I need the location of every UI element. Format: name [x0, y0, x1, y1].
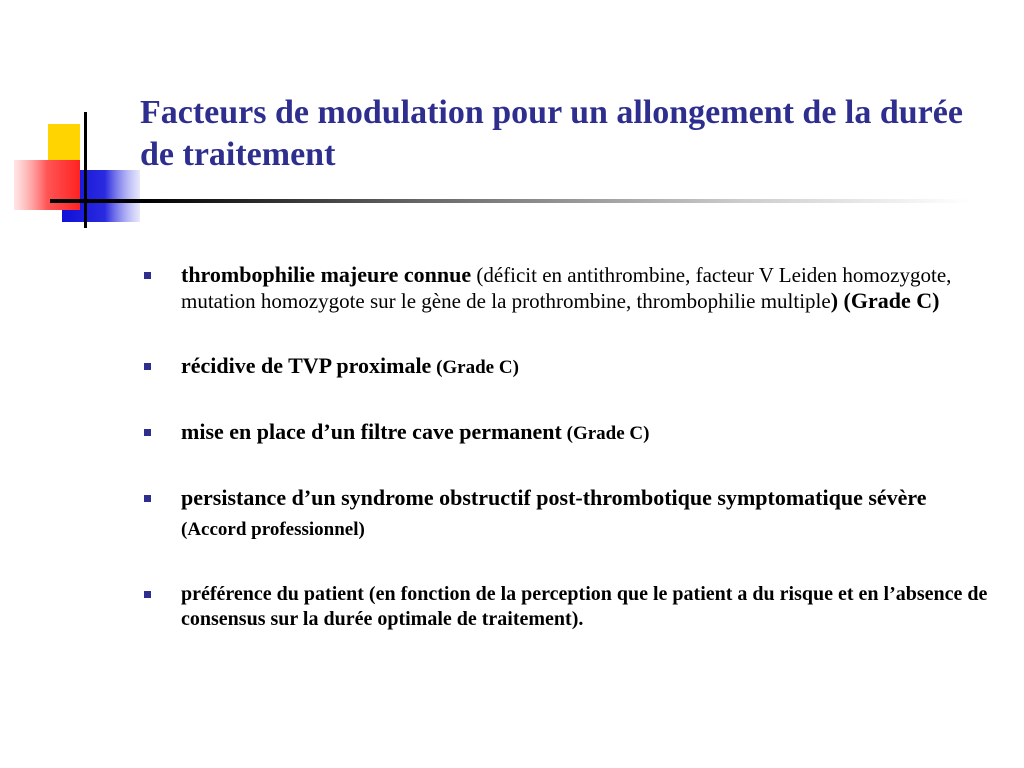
bullet-list: [140, 262, 990, 632]
bullet-close-paren: ): [830, 288, 839, 313]
list-item: [140, 582, 990, 632]
title-divider: [50, 199, 970, 203]
bullet-icon: [144, 591, 151, 598]
bullet-main-text: thrombophilie majeure connue: [181, 262, 472, 287]
grade-label: (Grade C): [561, 423, 650, 444]
list-item: [140, 484, 990, 544]
vertical-line: [84, 112, 87, 228]
bullet-icon: [144, 363, 151, 370]
page-title: Facteurs de modulation pour un allongement de la durée de traitement: [140, 94, 963, 173]
corner-decoration: [0, 0, 140, 240]
grade-label: (Grade C): [838, 288, 940, 313]
bullet-main-text: récidive de TVP proximale: [181, 353, 432, 378]
bullet-main-text: mise en place d’un filtre cave permanent: [181, 419, 562, 444]
list-item: [140, 262, 990, 314]
bullet-icon: [144, 495, 151, 502]
bullet-main-text: persistance d’un syndrome obstructif post-thrombotique symptomatique sévère: [181, 485, 927, 510]
grade-label: (Grade C): [431, 357, 519, 378]
list-item: [140, 418, 990, 448]
grade-label: (Accord professionnel): [181, 519, 365, 540]
yellow-square: [48, 124, 80, 164]
list-item: [140, 352, 990, 382]
bullet-detail-text: (déficit en antithrombine, facteur V Leiden homozygote, mutation homozygote sur le gène de la prothrombine, thrombophilie multiple: [181, 263, 952, 313]
bullet-icon: [144, 429, 151, 436]
bullet-text: préférence du patient (en fonction de la perception que le patient a du risque et en l’absence de consensus sur la durée optimale de traitement).: [181, 583, 988, 630]
bullet-icon: [144, 272, 151, 279]
